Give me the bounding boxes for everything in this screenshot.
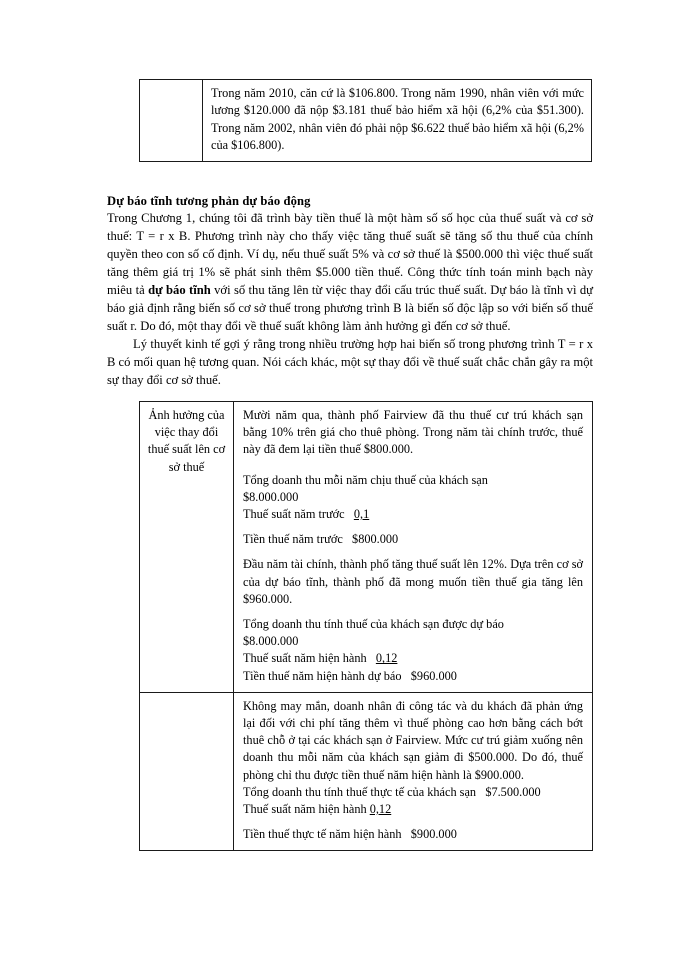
row2-actual-revenue-value: $7.500.000 bbox=[485, 784, 541, 799]
spacer bbox=[243, 459, 583, 472]
row2-paragraph-1: Không may mắn, doanh nhân đi công tác và du khách đã phản ứng lại đối với chi phí tăng thêm vì thuế phòng cao hơn bằng cách bớt thuê chỗ ở tại các khách sạn ở Fairview. Mức cư trú giảm xuống nên doanh thu mỗi năm của khách sạn giảm đi $500.000. Do đó, thuế phòng chỉ thu được tiền thuế năm hiện hành là $900.000. bbox=[243, 698, 583, 782]
paragraph-1-part-2: với số thu tăng lên từ việc thay đổi cấu trúc thuế suất. Dự báo là tĩnh vì dự báo giả định rằng biến số cơ sở thuế trong phương trình B là biến số độc lập so với biến số thuế suất r. Do đó, một thay đổi về thuế suất không làm ảnh hưởng gì đến cơ sở thuế. bbox=[107, 283, 593, 333]
top-table-right-cell bbox=[203, 80, 592, 162]
bottom-table-row2-label-cell bbox=[140, 692, 234, 851]
row1-forecast-tax-label: Tiền thuế năm hiện hành dự báo bbox=[243, 668, 402, 683]
row2-actual-revenue-label: Tổng doanh thu tính thuế thực tế của khách sạn bbox=[243, 784, 477, 799]
bottom-table-row2-content-cell bbox=[234, 692, 593, 851]
paragraph-1 bbox=[107, 210, 593, 336]
spacer bbox=[243, 818, 583, 826]
row1-forecast-tax-line bbox=[243, 668, 583, 685]
row1-revenue-label: Tổng doanh thu mỗi năm chịu thuế của khách sạn bbox=[243, 472, 488, 487]
paragraph-1-emphasis: dự báo tĩnh bbox=[148, 283, 211, 298]
row1-tax-label: Tiền thuế năm trước bbox=[243, 532, 343, 547]
row1-forecast-revenue-label: Tổng doanh thu tính thuế của khách sạn được dự báo bbox=[243, 617, 504, 632]
row2-actual-tax-value: $900.000 bbox=[410, 827, 457, 842]
row1-rate-line bbox=[243, 506, 583, 523]
row1-rate-value: 0,1 bbox=[353, 507, 370, 522]
bottom-table-row2-label bbox=[140, 693, 233, 721]
table-row bbox=[140, 402, 593, 693]
row1-forecast-rate-value: 0,12 bbox=[375, 651, 398, 666]
row1-revenue-value: $8.000.000 bbox=[243, 489, 299, 504]
row1-paragraph-2: Đầu năm tài chính, thành phố tăng thuế suất lên 12%. Dựa trên cơ sở của dự báo tĩnh, thành phố đã mong muốn tiền thuế gia tăng lên $960.000. bbox=[243, 557, 583, 606]
paragraph-2: Lý thuyết kinh tế gợi ý rằng trong nhiều trường hợp hai biến số trong phương trình T = r x B có mối quan hệ tương quan. Nói cách khác, một sự thay đổi về thuế suất chắc chắn gây ra một sự thay đổi cơ sở thuế. bbox=[107, 336, 593, 387]
row2-actual-tax-line bbox=[243, 826, 583, 843]
spacer bbox=[243, 608, 583, 616]
row1-forecast-revenue-value: $8.000.000 bbox=[243, 634, 299, 649]
row2-actual-tax-label: Tiền thuế thực tế năm hiện hành bbox=[243, 827, 402, 842]
row1-paragraph-1: Mười năm qua, thành phố Fairview đã thu thuế cư trú khách sạn bằng 10% trên giá cho thuê phòng. Trong năm tài chính trước, thuế này đã đem lại tiền thuế $800.000. bbox=[243, 408, 583, 457]
table-row bbox=[140, 80, 592, 162]
row2-actual-rate-value: 0,12 bbox=[369, 802, 392, 817]
top-table bbox=[139, 79, 592, 162]
row1-forecast-tax-value: $960.000 bbox=[410, 668, 457, 683]
row2-actual-rate-label: Thuế suất năm hiện hành bbox=[243, 802, 367, 817]
section-heading: Dự báo tĩnh tương phản dự báo động bbox=[107, 194, 311, 208]
top-table-body-text: Trong năm 2010, căn cứ là $106.800. Trong năm 1990, nhân viên với mức lương $120.000 đã nộp $3.181 thuế bảo hiểm xã hội (6,2% của $51.300). Trong năm 2002, nhân viên đó phải nộp $6.622 thuế bảo hiểm xã hội (6,2% của $106.800). bbox=[211, 86, 584, 153]
top-table-left-text bbox=[140, 80, 202, 108]
row1-tax-value: $800.000 bbox=[352, 532, 399, 547]
body-section bbox=[107, 193, 593, 390]
bottom-table-row1-label: Ảnh hưởng của việc thay đổi thuế suất lên cơ sở thuế bbox=[147, 408, 226, 474]
row2-actual-revenue-line bbox=[243, 784, 583, 801]
row1-forecast-rate-line bbox=[243, 650, 583, 667]
bottom-table-row2-content bbox=[234, 693, 592, 851]
spacer bbox=[243, 548, 583, 556]
bottom-table-row1-content bbox=[234, 402, 592, 692]
row1-forecast-rate-label: Thuế suất năm hiện hành bbox=[243, 651, 367, 666]
row2-actual-rate-line bbox=[243, 801, 583, 818]
paragraph-1-part-1: Trong Chương 1, chúng tôi đã trình bày tiền thuế là một hàm số số học của thuế suất và cơ sở thuế: T = r x B. Phương trình này cho thấy việc tăng thuế suất sẽ tăng số thu thuế của chính quyền theo con số cố định. Ví dụ, nếu thuế suất 5% và cơ sở thuế là $500.000 thì việc thuế suất tăng thêm giá trị 1% sẽ phát sinh thêm $5.000 tiền thuế. Công thức tính toán minh bạch này miêu tả bbox=[107, 211, 593, 298]
bottom-table-row1-label-cell bbox=[140, 402, 234, 693]
spacer bbox=[243, 523, 583, 531]
row1-rate-label: Thuế suất năm trước bbox=[243, 507, 345, 522]
bottom-table-row1-content-cell bbox=[234, 402, 593, 693]
bottom-table bbox=[139, 401, 593, 851]
row1-tax-line bbox=[243, 531, 583, 548]
table-row bbox=[140, 692, 593, 851]
top-table-left-cell bbox=[140, 80, 203, 162]
